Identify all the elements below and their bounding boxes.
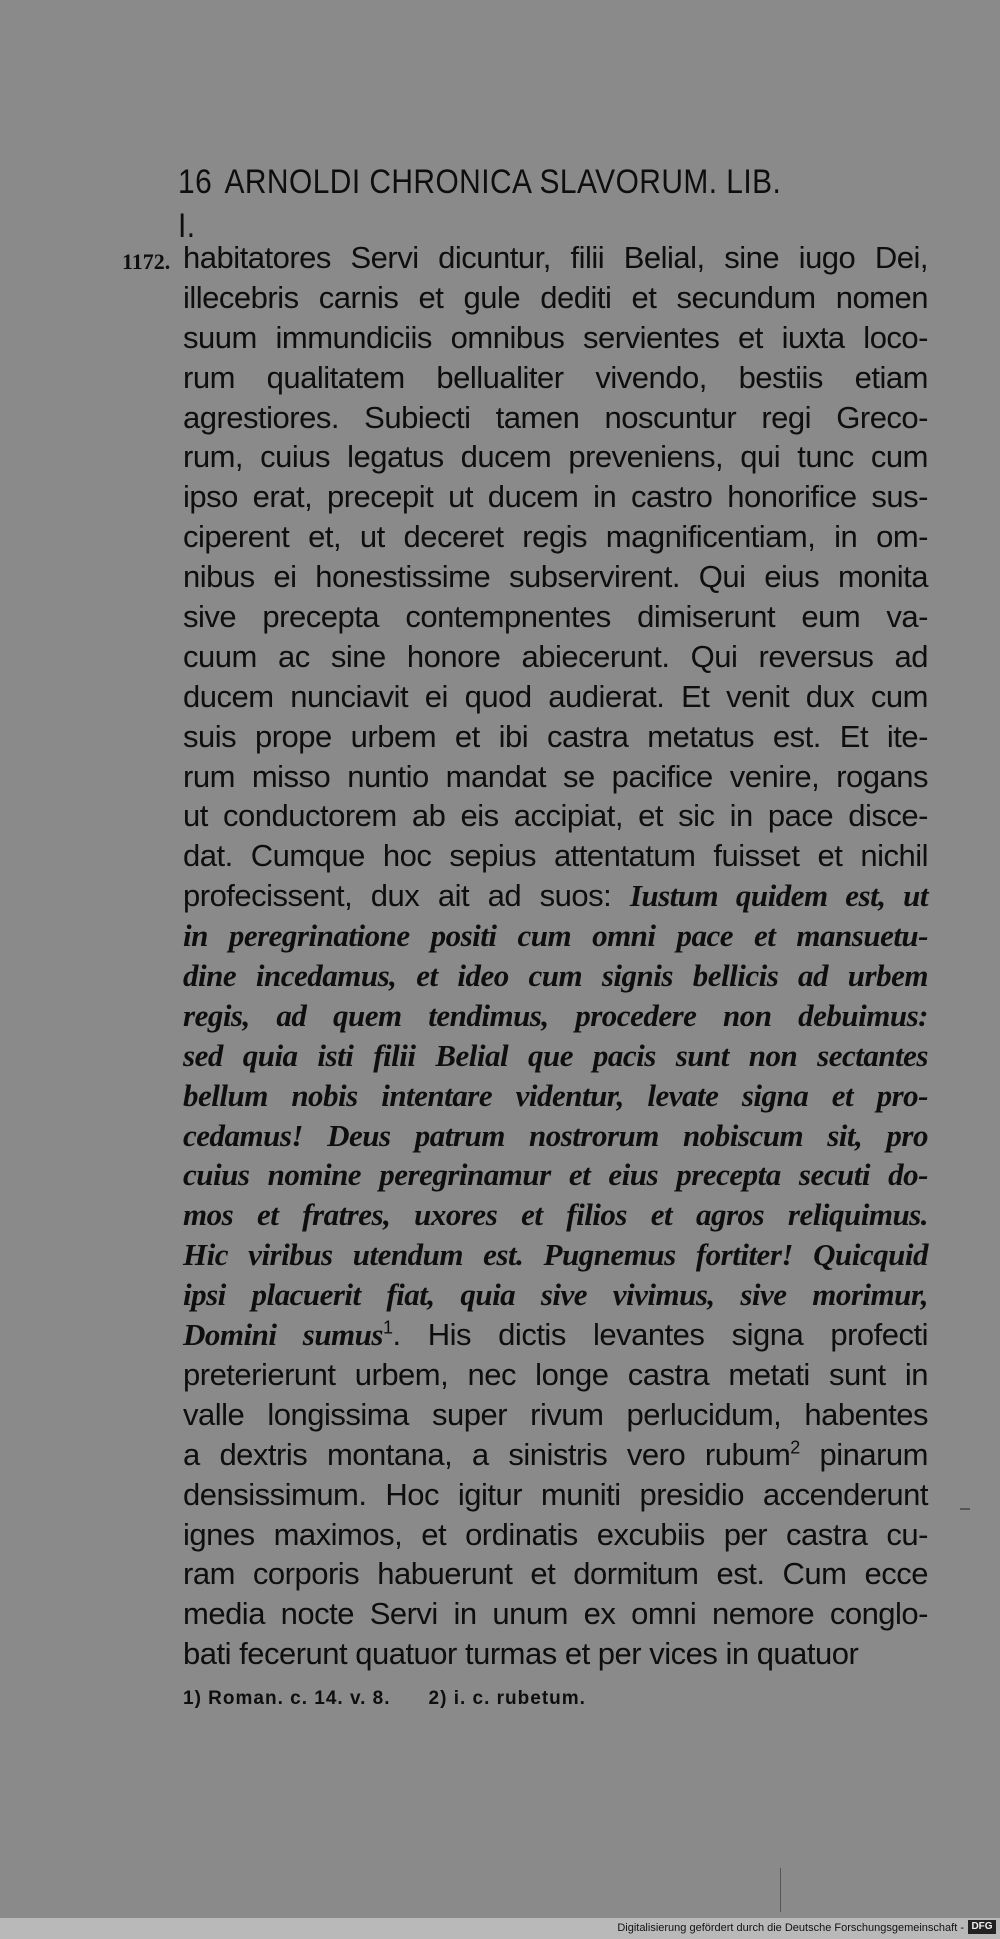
text-line bbox=[183, 1076, 928, 1116]
text-line bbox=[183, 238, 928, 278]
text-line bbox=[183, 557, 928, 597]
dfg-credit: Digitalisierung gefördert durch die Deutsche Forschungsgemeinschaft - bbox=[617, 1922, 964, 1934]
text-line bbox=[183, 318, 928, 358]
text-line bbox=[183, 1594, 928, 1634]
text-segment: in peregrinatione positi cum omni pace et mansuetu- bbox=[183, 918, 928, 954]
running-title: ARNOLDI CHRONICA SLAVORUM. LIB. I. bbox=[178, 163, 782, 245]
text-line bbox=[183, 717, 928, 757]
text-line bbox=[183, 1155, 928, 1195]
text-segment: suis prope urbem et ibi castra metatus est. Et ite- bbox=[183, 718, 928, 754]
text-line bbox=[183, 1036, 928, 1076]
text-segment: pinarum bbox=[799, 1436, 928, 1472]
text-segment: mos et fratres, uxores et filios et agros reliquimus. bbox=[183, 1197, 928, 1233]
text-line bbox=[183, 437, 928, 477]
margin-year: 1172. bbox=[122, 249, 171, 274]
text-line bbox=[183, 1235, 928, 1275]
text-line bbox=[183, 1195, 928, 1235]
text-segment: bellum nobis intentare videntur, levate signa et pro- bbox=[183, 1077, 928, 1113]
text-line bbox=[183, 477, 928, 517]
footnote-ref: 1 bbox=[382, 1317, 393, 1338]
text-segment: Hic viribus utendum est. Pugnemus fortiter! Quicquid bbox=[183, 1237, 928, 1273]
text-segment: preterierunt urbem, nec longe castra metati sunt in bbox=[183, 1356, 928, 1392]
text-segment: cedamus! Deus patrum nostrorum nobiscum sit, pro bbox=[183, 1117, 928, 1153]
text-segment: rum qualitatem bellualiter vivendo, bestiis etiam bbox=[183, 359, 928, 395]
text-segment: media nocte Servi in unum ex omni nemore conglo- bbox=[183, 1596, 928, 1632]
text-line bbox=[183, 398, 928, 438]
text-segment: rum, cuius legatus ducem preveniens, qui tunc cum bbox=[183, 439, 928, 475]
text-line bbox=[183, 1315, 928, 1355]
text-segment: dat. Cumque hoc sepius attentatum fuisset et nichil bbox=[183, 838, 928, 874]
text-line bbox=[183, 637, 928, 677]
text-line bbox=[183, 1634, 928, 1674]
text-segment: ut conductorem ab eis accipiat, et sic in pace disce- bbox=[183, 798, 928, 834]
text-segment: . His dictis levantes signa profecti bbox=[392, 1317, 928, 1353]
text-line bbox=[183, 1116, 928, 1156]
text-line bbox=[183, 996, 928, 1036]
page-edge-mark bbox=[780, 1868, 781, 1912]
text-line bbox=[183, 876, 928, 916]
text-segment: rum misso nuntio mandat se pacifice venire, rogans bbox=[183, 758, 928, 794]
text-line bbox=[183, 597, 928, 637]
text-segment: ipso erat, precepit ut ducem in castro honorifice sus- bbox=[183, 479, 928, 515]
text-line bbox=[183, 1515, 928, 1555]
page-number: 16 bbox=[178, 163, 213, 201]
text-segment: Domini sumus bbox=[183, 1317, 383, 1353]
text-segment: habitatores Servi dicuntur, filii Belial, sine iugo Dei, bbox=[183, 240, 928, 275]
text-line bbox=[183, 1435, 928, 1475]
body-text bbox=[183, 238, 928, 1674]
text-segment: suum immundiciis omnibus servientes et iuxta loco- bbox=[183, 319, 928, 355]
text-segment: densissimum. Hoc igitur muniti presidio accenderunt bbox=[183, 1476, 928, 1512]
text-line bbox=[183, 278, 928, 318]
text-segment: profecissent, dux ait ad suos: bbox=[183, 878, 630, 914]
text-segment: Iustum quidem est, ut bbox=[629, 878, 928, 914]
text-segment: ignes maximos, et ordinatis excubiis per castra cu- bbox=[183, 1516, 928, 1552]
text-segment: sive precepta contempnentes dimiserunt eum va- bbox=[183, 599, 928, 635]
text-line bbox=[183, 1355, 928, 1395]
text-line bbox=[183, 358, 928, 398]
text-segment: illecebris carnis et gule dediti et secundum nomen bbox=[183, 279, 928, 315]
text-line bbox=[183, 1554, 928, 1594]
dfg-logo: DFG bbox=[968, 1920, 996, 1934]
text-line bbox=[183, 836, 928, 876]
text-segment: bati fecerunt quatuor turmas et per vices in quatuor bbox=[183, 1636, 859, 1672]
text-segment: cuius nomine peregrinamur et eius precepta secuti do- bbox=[183, 1157, 928, 1193]
footnote-ref: 2 bbox=[790, 1437, 800, 1458]
text-segment: agrestiores. Subiecti tamen noscuntur regi Greco- bbox=[183, 399, 928, 435]
text-line bbox=[183, 1275, 928, 1315]
text-segment: ram corporis habuerunt et dormitum est. Cum ecce bbox=[183, 1556, 928, 1592]
text-segment: regis, ad quem tendimus, procedere non debuimus: bbox=[183, 997, 928, 1033]
text-line bbox=[183, 796, 928, 836]
text-line bbox=[183, 956, 928, 996]
text-segment: ipsi placuerit fiat, quia sive vivimus, sive morimur, bbox=[183, 1277, 928, 1313]
running-header bbox=[178, 160, 812, 245]
text-line bbox=[183, 1475, 928, 1515]
margin-mark bbox=[960, 1508, 970, 1510]
text-segment: ciperent et, ut deceret regis magnificentiam, in om- bbox=[183, 519, 928, 555]
text-segment: cuum ac sine honore abiecerunt. Qui reversus ad bbox=[183, 638, 928, 674]
text-line bbox=[183, 916, 928, 956]
footnotes bbox=[183, 1688, 624, 1710]
footnote-1: 1) Roman. c. 14. v. 8. bbox=[183, 1688, 391, 1709]
text-line bbox=[183, 677, 928, 717]
text-segment: dine incedamus, et ideo cum signis bellicis ad urbem bbox=[183, 958, 928, 994]
text-segment: a dextris montana, a sinistris vero rubum bbox=[183, 1436, 791, 1472]
text-line bbox=[183, 517, 928, 557]
text-segment: sed quia isti filii Belial que pacis sunt non sectantes bbox=[183, 1037, 928, 1073]
text-segment: ducem nunciavit ei quod audierat. Et venit dux cum bbox=[183, 678, 928, 714]
footnote-2: 2) i. c. rubetum. bbox=[428, 1688, 586, 1709]
text-segment: valle longissima super rivum perlucidum, habentes bbox=[183, 1396, 928, 1432]
text-line bbox=[183, 757, 928, 797]
text-segment: nibus ei honestissime subservirent. Qui eius monita bbox=[183, 559, 928, 595]
text-line bbox=[183, 1395, 928, 1435]
